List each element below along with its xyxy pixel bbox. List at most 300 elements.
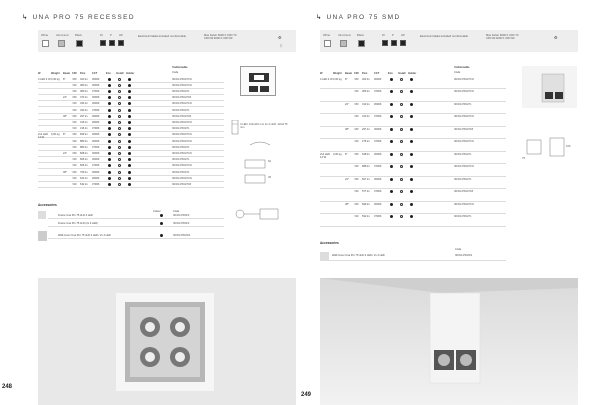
env-dot [390, 203, 393, 206]
install-dot [118, 102, 121, 105]
cell-cri: >80 [72, 96, 77, 100]
install-dot [118, 140, 121, 143]
holder-dot [128, 109, 131, 112]
cell-cct: 3700K [92, 164, 100, 168]
cell-cri: >90 [354, 90, 359, 93]
env-dot [108, 127, 111, 130]
cell-flux: 380 lm [80, 83, 88, 87]
cell-beam: 24° [63, 96, 67, 100]
product-code: 3D0014H00271 [172, 127, 190, 131]
holder-dot [128, 146, 131, 149]
product-code: 3D0014H00271B [172, 96, 192, 100]
accessory-label: Frame Una Pro 75 4LD 4 LED [58, 214, 93, 217]
table-row[interactable] [38, 170, 224, 176]
accessory-row[interactable] [320, 252, 506, 261]
install-dot [118, 146, 121, 149]
page-number-text: 249 [301, 392, 312, 398]
install-dot [118, 164, 121, 167]
holder-dot [410, 190, 413, 193]
holder-dot [410, 90, 413, 93]
install-dot [400, 165, 403, 168]
swatch-black[interactable] [358, 40, 365, 47]
install-dot [400, 90, 403, 93]
finish-label-aluminium: Aluminium [56, 33, 70, 37]
env-dot [390, 165, 393, 168]
table-row[interactable] [38, 127, 224, 133]
product-code: 3D0014H00271W [454, 202, 474, 206]
cell-flux: 577 lm [362, 190, 370, 193]
holder-dot [410, 153, 413, 156]
cell-weight: 0,30 kg [333, 152, 342, 156]
holder-dot [410, 128, 413, 131]
product-code: 3D0014H00271 [172, 158, 190, 162]
holder-dot [128, 140, 131, 143]
accessory-code: 3D0014H00F0 [173, 214, 190, 217]
cell-beam: 38° [63, 114, 67, 118]
install-dot [400, 203, 403, 206]
cell-cct: 3000K [92, 83, 100, 87]
cell-flux: 828 lm [80, 151, 88, 155]
install-dot [118, 78, 121, 81]
product-code: 3D0014H00271 [172, 145, 190, 149]
dim-a: 75 [522, 157, 525, 160]
cell-cct: 3000K [374, 177, 382, 181]
install-dot [118, 109, 121, 112]
cell-cct: 3000K [92, 133, 100, 137]
accessory-code: 3D0014H02W4 [173, 234, 191, 237]
cell-cri: >90 [72, 89, 77, 93]
column-header: Weight [333, 72, 342, 75]
table-row[interactable] [320, 102, 506, 114]
table-row[interactable] [320, 165, 506, 177]
accessory-row[interactable] [48, 221, 224, 227]
env-dot [108, 177, 111, 180]
table-row[interactable] [38, 102, 224, 108]
install-dot [118, 177, 121, 180]
holder-dot [128, 121, 131, 124]
swatch-aluminium[interactable] [58, 40, 65, 47]
cell-flux: 666 lm [80, 158, 88, 162]
cell-cct: 3000K [92, 96, 100, 100]
env-dot [390, 103, 393, 106]
cell-cri: >80 [72, 77, 77, 81]
cell-beam: 8° [63, 77, 66, 81]
table-row[interactable] [38, 164, 224, 170]
right-page-number [301, 392, 311, 398]
column-header: Flux [80, 72, 86, 75]
accessory-code: 3D0014H00F0 [173, 222, 190, 225]
option-label-p: P [392, 33, 394, 37]
env-dot [108, 171, 111, 174]
cell-cri: >90 [354, 140, 359, 143]
product-code: 3D0014H00271W [454, 165, 474, 168]
table-row[interactable] [320, 202, 506, 214]
cell-cri: >80 [72, 151, 77, 155]
holder-dot [410, 215, 413, 218]
product-code: 3D0014H00271B [454, 127, 474, 131]
swatch-white[interactable] [324, 40, 331, 47]
cell-flux: 607 lm [362, 177, 370, 181]
left-dim-diagrams [230, 120, 292, 190]
colour-dot [160, 214, 163, 217]
table-row[interactable] [38, 145, 224, 151]
cell-cri: >80 [354, 202, 359, 206]
cell-flux: 297 lm [362, 127, 370, 131]
column-header: Beam [63, 72, 71, 75]
cell-beam: 8° [63, 133, 66, 137]
cell-cct: 3700K [374, 165, 382, 168]
product-code: 3D0014H00271W [172, 164, 192, 168]
product-code: 3D0014H00271 [172, 89, 190, 93]
install-dot [400, 103, 403, 106]
left-product-icon [240, 66, 276, 96]
left-accessories [38, 203, 224, 248]
swatch-aluminium[interactable] [340, 40, 347, 47]
holder-dot [128, 102, 131, 105]
right-product-photo [320, 278, 578, 405]
arrow-icon: ↳ [316, 14, 322, 21]
install-dot [400, 215, 403, 218]
cell-cct: 3700K [92, 145, 100, 149]
product-code: 3D0014H00271 [454, 215, 472, 218]
accessory-image-frame2 [38, 231, 47, 241]
cell-cct: 3000K [374, 102, 382, 106]
holder-dot [128, 171, 131, 174]
left-spec-table [38, 68, 224, 188]
accessories-title: Accessories [320, 241, 339, 245]
cell-flux: 297 lm [80, 114, 88, 118]
colour-dot [160, 234, 163, 237]
spec-text: Max Kelvin 6000 K CRI>70 CRI>90 4000 K CRI>90 [204, 34, 237, 41]
dim-b: 45 [268, 176, 271, 179]
table-row[interactable] [320, 115, 506, 127]
dim-a: 62 [268, 160, 271, 163]
accessory-code: 3D0014H02W4 [455, 254, 473, 257]
cell-w: 2x4 LED 14 W [38, 133, 48, 140]
code-header: Code [454, 71, 461, 74]
left-finish-panel [38, 30, 296, 52]
table-row[interactable] [38, 77, 224, 83]
column-header: Install [116, 72, 124, 75]
cell-cri: >80 [72, 114, 77, 118]
finish-label-aluminium: Aluminium [338, 33, 352, 37]
cell-cri: >90 [72, 108, 77, 112]
product-code: 3D0014H00271 [172, 170, 190, 174]
product-code: 3D0014H00271W [172, 102, 192, 106]
product-code: 3D0014H00271 [454, 177, 472, 181]
holder-dot [128, 133, 131, 136]
cell-cri: >80 [354, 152, 359, 156]
install-dot [400, 115, 403, 118]
option-icon-p [109, 40, 115, 46]
table-row[interactable] [38, 96, 224, 102]
cell-cri: >80 [354, 177, 359, 181]
column-header: W [320, 72, 323, 75]
cell-cct: 3000K [374, 152, 382, 156]
product-code: 3D0014H00271 [454, 152, 472, 156]
right-dim-diagrams [522, 135, 582, 165]
table-row[interactable] [38, 89, 224, 95]
driver-text: Electronic ballast included not dimmable [138, 35, 186, 38]
cell-beam: 38° [345, 202, 349, 206]
right-header [316, 13, 401, 21]
option-label-hp: HP [401, 33, 405, 37]
holder-dot [410, 165, 413, 168]
option-icon-p [391, 40, 397, 46]
cell-cct: 3700K [92, 108, 100, 112]
left-header [22, 13, 135, 21]
table-row[interactable] [38, 114, 224, 120]
env-dot [390, 153, 393, 156]
env-dot [390, 78, 393, 81]
env-dot [390, 115, 393, 118]
cell-flux: 323 lm [362, 77, 370, 81]
cell-flux: 880 lm [80, 145, 88, 149]
table-row[interactable] [320, 127, 506, 139]
cell-cri: >90 [354, 190, 359, 193]
accessory-label: Frame Una Pro 75 4LD (2x 4 LED) [58, 222, 98, 225]
cell-beam: 24° [63, 151, 67, 155]
product-code: 3D0014H00271W [172, 176, 192, 180]
cell-w: 4 LED 4 W [320, 77, 333, 81]
install-dot [118, 133, 121, 136]
product-code: 3D0014H00271W [172, 139, 192, 143]
install-dot [400, 178, 403, 181]
table-row[interactable] [320, 77, 506, 89]
acc-code-header: Code [173, 210, 180, 213]
option-icon-hp [400, 40, 406, 46]
product-code: 3D0014H00271B [454, 190, 474, 193]
column-header: Holder [126, 72, 135, 75]
cell-cct: 3700K [92, 182, 100, 186]
env-dot [108, 152, 111, 155]
env-dot [108, 109, 111, 112]
cell-flux: 313 lm [362, 115, 370, 118]
install-dot [400, 190, 403, 193]
cell-flux: 648 lm [362, 152, 370, 156]
install-dot [118, 152, 121, 155]
product-code: 3D0014H00271W [454, 115, 474, 118]
cell-flux: 373 lm [80, 96, 88, 100]
env-dot [108, 183, 111, 186]
product-code: 3D0014H00271W [172, 77, 192, 81]
cell-cct: 3700K [374, 215, 382, 218]
right-product-icon [522, 66, 577, 108]
table-row[interactable] [320, 190, 506, 202]
cell-flux: 839 lm [80, 133, 88, 137]
colour-dot [160, 222, 163, 225]
cell-weight: 0,30 kg [333, 77, 342, 81]
cell-cct: 3000K [92, 176, 100, 180]
cell-flux: 769 lm [80, 170, 88, 174]
env-dot [390, 128, 393, 131]
accessories-title: Accessories [38, 203, 57, 207]
holder-dot [410, 115, 413, 118]
arrow-icon: ↳ [22, 14, 28, 21]
column-header: Env [388, 72, 393, 75]
option-icon-hp [118, 40, 124, 46]
swatch-black[interactable] [76, 40, 83, 47]
ip-icon: ⚙ [554, 35, 558, 40]
table-row[interactable] [320, 152, 506, 164]
install-dot [118, 121, 121, 124]
table-row[interactable] [38, 151, 224, 157]
table-row[interactable] [38, 158, 224, 164]
accessory-label: Wall Cover Una Pro 75 4LD 4 LED / 2x 4 LED [332, 254, 385, 257]
column-header: CCT [92, 72, 98, 75]
install-dot [118, 90, 121, 93]
column-header: W [38, 72, 41, 75]
env-dot [108, 115, 111, 118]
holder-dot [410, 203, 413, 206]
cell-beam: 22° [345, 177, 349, 181]
product-code: 3D0014H00271W [172, 83, 192, 87]
cell-cri: >90 [72, 83, 77, 87]
env-dot [108, 84, 111, 87]
option-label-di: DI [100, 33, 103, 37]
install-dot [118, 171, 121, 174]
cell-cct: 3700K [92, 127, 100, 131]
column-header: Flux [362, 72, 368, 75]
left-product-photo [38, 278, 296, 405]
holder-dot [410, 78, 413, 81]
cell-cri: >90 [72, 176, 77, 180]
env-dot [108, 146, 111, 149]
cell-cri: >80 [354, 102, 359, 106]
product-code: 3D0014H00271B [172, 182, 192, 186]
cell-flux: 666 lm [80, 164, 88, 168]
cell-cct: 3700K [374, 115, 382, 118]
cell-beam: 38° [63, 170, 67, 174]
table-row[interactable] [38, 176, 224, 182]
accessory-label: Wall Cover Una Pro 75 4LD 4 LED / 2x 4 LED [58, 234, 111, 237]
cell-cct: 3000K [92, 170, 100, 174]
column-header: Holder [408, 72, 417, 75]
install-dot [118, 183, 121, 186]
product-code: 3D0014H00271W [172, 151, 192, 155]
cell-flux: 688 lm [362, 165, 370, 168]
cell-cri: >90 [72, 158, 77, 162]
column-header: Install [398, 72, 406, 75]
cell-flux: 632 lm [80, 182, 88, 186]
accessory-row[interactable] [48, 213, 224, 219]
cell-cct: 3700K [374, 140, 382, 143]
cell-beam: 22° [345, 102, 349, 106]
table-row[interactable] [38, 120, 224, 126]
cell-cri: >90 [72, 102, 77, 106]
option-label-di: DI [382, 33, 385, 37]
cell-cct: 3000K [92, 102, 100, 106]
cell-w: 2x4 LED 14 W [320, 152, 330, 159]
cell-w: 4 LED 4 W [38, 77, 51, 81]
accessory-image-frame [320, 252, 329, 260]
finish-label-black: Black [357, 33, 364, 37]
table-row[interactable] [320, 177, 506, 189]
left-page-number [2, 384, 12, 390]
right-finish-panel [320, 30, 578, 52]
table-row[interactable] [38, 83, 224, 89]
right-accessories [320, 241, 506, 266]
holder-dot [128, 90, 131, 93]
holder-dot [128, 164, 131, 167]
table-row[interactable] [38, 139, 224, 145]
cell-cri: >90 [72, 120, 77, 124]
column-header: CRI [354, 72, 359, 75]
cell-cri: >80 [354, 77, 359, 81]
cell-flux: 333 lm [80, 108, 88, 112]
holder-dot [128, 115, 131, 118]
left-switch-diagram [232, 206, 284, 222]
cell-cct: 3000K [92, 120, 100, 124]
finish-label-white: White [41, 33, 49, 37]
cell-beam: 38° [345, 127, 349, 131]
cell-cri: >90 [72, 145, 77, 149]
ground-icon: ⏚ [279, 43, 283, 48]
product-code: 3D0014H00271W [172, 133, 192, 137]
cell-cct: 3000K [92, 158, 100, 162]
cell-cri: >90 [72, 127, 77, 131]
holder-dot [128, 152, 131, 155]
cell-flux: 316 lm [80, 127, 88, 131]
spec-text: Max Kelvin 6000 K CRI>70 CRI>90 4000 K CRI>90 [486, 34, 519, 41]
install-dot [400, 128, 403, 131]
cell-flux: 366 lm [362, 90, 370, 93]
env-dot [108, 121, 111, 124]
table-row[interactable] [320, 140, 506, 152]
accessory-row[interactable] [48, 233, 224, 239]
cell-cri: >80 [72, 133, 77, 137]
column-header: CRI [72, 72, 77, 75]
cell-flux: 333 lm [80, 102, 88, 106]
env-dot [390, 215, 393, 218]
table-row[interactable] [38, 133, 224, 139]
table-row[interactable] [320, 90, 506, 102]
cell-cct: 3000K [92, 151, 100, 155]
driver-text: Electronic ballast included not dimmable [420, 35, 468, 38]
holder-dot [410, 103, 413, 106]
dim-b: 106 [566, 145, 571, 148]
right-page [300, 0, 600, 405]
env-dot [108, 78, 111, 81]
install-dot [400, 140, 403, 143]
cell-flux: 380 lm [80, 89, 88, 93]
cell-cct: 3000K [374, 127, 382, 131]
swatch-white[interactable] [42, 40, 49, 47]
cell-cct: 3700K [92, 89, 100, 93]
holder-dot [128, 183, 131, 186]
env-dot [108, 96, 111, 99]
holder-dot [128, 158, 131, 161]
table-row[interactable] [38, 182, 224, 188]
holder-dot [128, 96, 131, 99]
table-row[interactable] [38, 108, 224, 114]
ip-icon: ⚙ [278, 35, 282, 40]
cell-cct: 3700K [374, 90, 382, 93]
left-title: UNA PRO 75 RECESSED [32, 13, 135, 21]
right-title: UNA PRO 75 SMD [326, 13, 401, 21]
install-dot [118, 158, 121, 161]
product-code: 3D0014H00271W [454, 90, 474, 93]
install-dot [400, 78, 403, 81]
cell-cct: 3000K [92, 139, 100, 143]
table-row[interactable] [320, 215, 506, 227]
dim-text: 4 LED: 110x110 mm 2x 4 LED: 110x175 mm [240, 123, 288, 130]
cell-cri: >90 [354, 215, 359, 218]
product-code: 3D0014H00271B [172, 114, 192, 118]
env-dot [108, 158, 111, 161]
column-header: Weight [51, 72, 60, 75]
product-code: 3D0014H00271W [454, 77, 474, 81]
